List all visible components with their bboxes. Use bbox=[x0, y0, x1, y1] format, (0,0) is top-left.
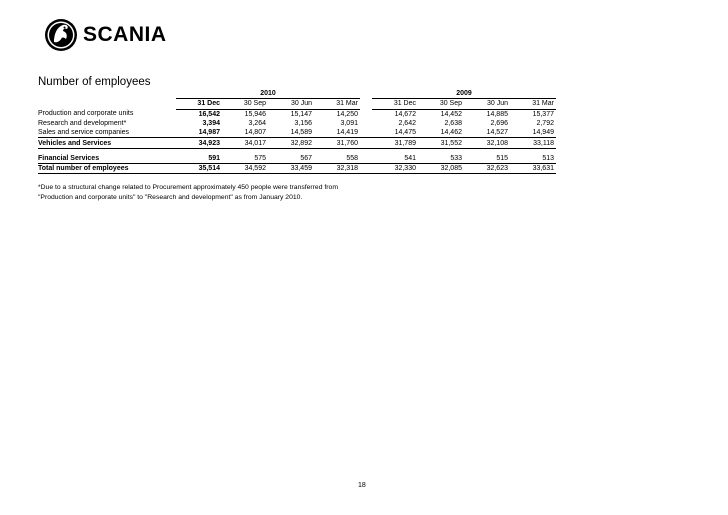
cell: 14,987 bbox=[198, 129, 220, 137]
scania-logo bbox=[44, 16, 167, 54]
cell: 14,672 bbox=[394, 110, 416, 118]
griffin-icon bbox=[44, 16, 78, 54]
cell: 515 bbox=[496, 154, 508, 162]
cell: 2,638 bbox=[444, 120, 462, 128]
cell: 32,085 bbox=[418, 164, 464, 174]
cell: 533 bbox=[450, 154, 462, 162]
row-label: Production and corporate units bbox=[38, 110, 134, 118]
col-header: 31 Dec bbox=[176, 99, 222, 109]
footnote bbox=[38, 183, 338, 203]
row-label: Financial Services bbox=[38, 154, 100, 162]
year-header-row bbox=[38, 89, 556, 99]
cell: 541 bbox=[404, 154, 416, 162]
row-label: Research and development* bbox=[38, 120, 127, 128]
cell: 14,419 bbox=[336, 129, 358, 137]
cell: 32,892 bbox=[268, 138, 314, 148]
cell: 32,108 bbox=[464, 138, 510, 148]
row-label: Total number of employees bbox=[38, 164, 176, 174]
cell: 3,156 bbox=[294, 120, 312, 128]
cell: 14,452 bbox=[440, 110, 462, 118]
footnote-line: *Due to a structural change related to Procurement approximately 450 people were transferred from bbox=[38, 184, 338, 191]
cell: 575 bbox=[254, 154, 266, 162]
cell: 558 bbox=[346, 154, 358, 162]
col-header: 30 Sep bbox=[222, 99, 268, 109]
cell: 32,330 bbox=[372, 164, 418, 174]
cell: 14,527 bbox=[486, 129, 508, 137]
cell: 32,623 bbox=[464, 164, 510, 174]
cell: 3,264 bbox=[248, 120, 266, 128]
page-number: 18 bbox=[358, 482, 366, 489]
cell: 2,696 bbox=[490, 120, 508, 128]
col-header: 31 Dec bbox=[372, 99, 418, 109]
col-header: 30 Jun bbox=[268, 99, 314, 109]
cell: 34,592 bbox=[222, 164, 268, 174]
cell: 31,760 bbox=[314, 138, 360, 148]
cell: 14,949 bbox=[532, 129, 554, 137]
cell: 3,091 bbox=[340, 120, 358, 128]
cell: 14,250 bbox=[336, 110, 358, 118]
year-2009-label: 2009 bbox=[372, 89, 556, 99]
cell: 14,885 bbox=[486, 110, 508, 118]
cell: 513 bbox=[542, 154, 554, 162]
cell: 14,462 bbox=[440, 129, 462, 137]
employees-table bbox=[38, 89, 556, 174]
table-row bbox=[38, 154, 556, 164]
cell: 32,318 bbox=[314, 164, 360, 174]
cell: 34,923 bbox=[176, 138, 222, 148]
brand-name: SCANIA bbox=[83, 23, 167, 46]
cell: 14,807 bbox=[244, 129, 266, 137]
col-header: 31 Mar bbox=[314, 99, 360, 109]
cell: 33,118 bbox=[510, 138, 556, 148]
row-label: Vehicles and Services bbox=[38, 138, 176, 148]
table-row bbox=[38, 119, 556, 128]
table-row-subtotal bbox=[38, 138, 556, 148]
cell: 14,589 bbox=[290, 129, 312, 137]
cell: 15,377 bbox=[532, 110, 554, 118]
cell: 2,642 bbox=[398, 120, 416, 128]
year-2010-label: 2010 bbox=[176, 89, 360, 99]
cell: 34,017 bbox=[222, 138, 268, 148]
cell: 31,552 bbox=[418, 138, 464, 148]
cell: 33,631 bbox=[510, 164, 556, 174]
cell: 591 bbox=[208, 154, 220, 162]
column-header-row bbox=[38, 99, 556, 109]
col-header: 30 Sep bbox=[418, 99, 464, 109]
cell: 33,459 bbox=[268, 164, 314, 174]
cell: 15,946 bbox=[244, 110, 266, 118]
cell: 16,542 bbox=[198, 110, 220, 118]
cell: 31,789 bbox=[372, 138, 418, 148]
cell: 3,394 bbox=[202, 120, 220, 128]
cell: 567 bbox=[300, 154, 312, 162]
cell: 14,475 bbox=[394, 129, 416, 137]
cell: 35,514 bbox=[176, 164, 222, 174]
row-label: Sales and service companies bbox=[38, 129, 130, 137]
table-row bbox=[38, 128, 556, 138]
col-header: 31 Mar bbox=[510, 99, 556, 109]
footnote-line: "Production and corporate units" to "Research and development" as from January 2010. bbox=[38, 194, 303, 201]
col-header: 30 Jun bbox=[464, 99, 510, 109]
page-title: Number of employees bbox=[38, 76, 151, 88]
cell: 2,792 bbox=[536, 120, 554, 128]
table-row bbox=[38, 109, 556, 119]
table-row-total bbox=[38, 164, 556, 174]
cell: 15,147 bbox=[290, 110, 312, 118]
